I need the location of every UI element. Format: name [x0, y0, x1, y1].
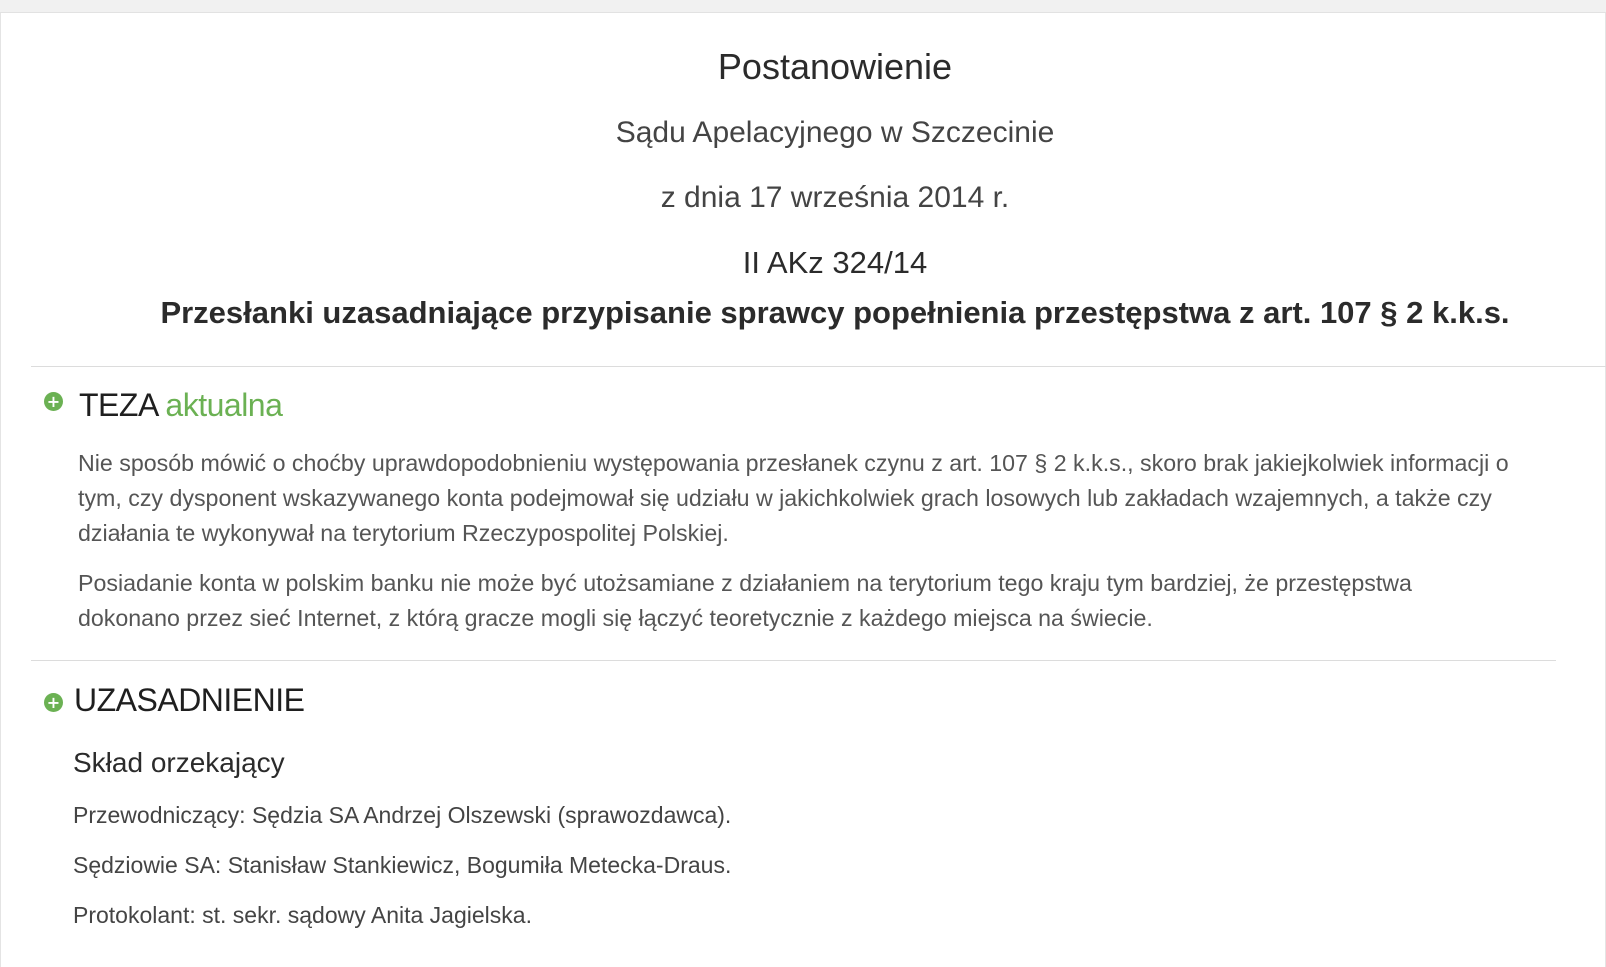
panel-judges: Sędziowie SA: Stanisław Stankiewicz, Bogumiła Metecka-Draus. — [73, 852, 732, 878]
document-type: Postanowienie — [717, 46, 953, 87]
panel-subheading: Skład orzekający — [73, 747, 285, 778]
case-signature: II AKz 324/14 — [742, 245, 928, 280]
teza-status: aktualna — [165, 387, 283, 423]
plus-circle-icon[interactable]: + — [44, 392, 63, 411]
decision-date: z dnia 17 września 2014 r. — [660, 181, 1010, 214]
section-divider — [31, 366, 1606, 367]
panel-chair: Przewodniczący: Sędzia SA Andrzej Olszewski (sprawozdawca). — [73, 802, 732, 828]
case-title: Przesłanki uzasadniające przypisanie sprawcy popełnienia przestępstwa z art. 107 § 2 k.k.s. — [160, 295, 1510, 330]
uzasadnienie-heading[interactable]: UZASADNIENIE — [74, 682, 305, 718]
top-border-strip — [0, 0, 1606, 13]
panel-clerk: Protokolant: st. sekr. sądowy Anita Jagielska. — [73, 902, 532, 928]
section-divider — [31, 660, 1556, 661]
plus-circle-icon[interactable]: + — [44, 693, 63, 712]
teza-paragraph: Nie sposób mówić o choćby uprawdopodobnieniu występowania przesłanek czynu z art. 107 § 2 k.k.s., skoro brak jakiejkolwiek informacji o tym, czy dysponent wskazywanego konta podejmował się udziału w jakichkolwiek grach losowych lub zakładach wzajemnych, a także czy działania te wykonywał na terytorium Rzeczypospolitej Polskiej. — [78, 450, 1509, 546]
court-name: Sądu Apelacyjnego w Szczecinie — [615, 116, 1055, 149]
teza-label: TEZA — [79, 387, 158, 423]
teza-paragraph: Posiadanie konta w polskim banku nie może być utożsamiane z działaniem na terytorium tego kraju tym bardziej, że przestępstwa dokonano przez sieć Internet, z którą gracze mogli się łączyć teoretycznie z każdego miejsca na świecie. — [78, 570, 1412, 631]
teza-heading[interactable] — [79, 387, 282, 424]
